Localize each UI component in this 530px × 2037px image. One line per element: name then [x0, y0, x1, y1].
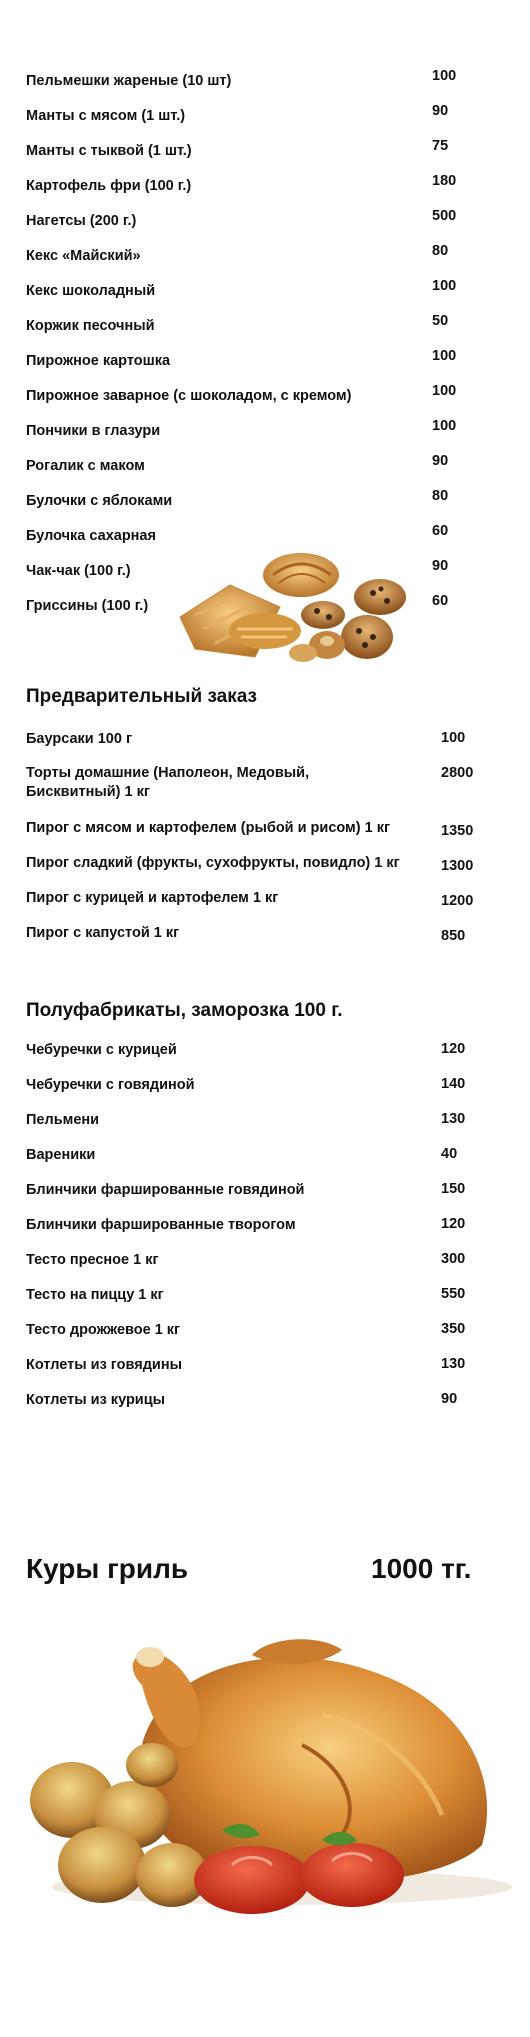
menu-item-price: 300 — [441, 1251, 466, 1267]
menu-item-price: 500 — [432, 208, 457, 224]
menu-item-price: 180 — [432, 173, 457, 189]
menu-item-price: 140 — [441, 1076, 466, 1092]
menu-item-name: Пирог с курицей и картофелем 1 кг — [26, 890, 279, 906]
menu-item-price: 50 — [432, 313, 449, 329]
menu-item-price: 90 — [432, 453, 449, 469]
menu-item-name: Тесто дрожжевое 1 кг — [26, 1322, 181, 1338]
menu-item-name: Блинчики фаршированные говядиной — [26, 1182, 305, 1198]
menu-item-name: Котлеты из курицы — [26, 1392, 166, 1408]
menu-item-name-line2: Бисквитный) 1 кг — [26, 784, 150, 800]
menu-item-name: Булочки с яблоками — [26, 493, 173, 509]
grilled-chicken-image — [22, 1625, 512, 1925]
menu-item-price: 1200 — [441, 893, 474, 909]
menu-item-price: 80 — [432, 243, 449, 259]
menu-item-price: 350 — [441, 1321, 466, 1337]
menu-item-price: 80 — [432, 488, 449, 504]
grill-price: 1000 тг. — [371, 1553, 472, 1584]
section-title: Полуфабрикаты, заморозка 100 г. — [26, 1000, 343, 1021]
menu-item-price: 100 — [432, 68, 457, 84]
menu-item-name: Пельмени — [26, 1112, 100, 1128]
menu-item-price: 100 — [432, 348, 457, 364]
grill-title: Куры гриль — [26, 1553, 189, 1584]
menu-item-price: 90 — [432, 103, 449, 119]
menu-item-name: Картофель фри (100 г.) — [26, 178, 192, 194]
menu-item-name: Пончики в глазури — [26, 423, 161, 439]
menu-item-name: Нагетсы (200 г.) — [26, 213, 137, 229]
menu-item-name: Булочка сахарная — [26, 528, 156, 544]
menu-item-name: Кекс «Майский» — [26, 248, 141, 264]
menu-item-price: 1300 — [441, 858, 474, 874]
menu-item-name: Манты с мясом (1 шт.) — [26, 108, 186, 124]
menu-item-price: 130 — [441, 1111, 466, 1127]
menu-item-price: 550 — [441, 1286, 466, 1302]
menu-item-price: 2800 — [441, 765, 474, 781]
menu-item-name: Тесто на пиццу 1 кг — [26, 1287, 164, 1303]
menu-item-name: Чебуречки с курицей — [26, 1042, 177, 1058]
menu-item-name: Пирожное заварное (с шоколадом, с кремом) — [26, 388, 352, 404]
menu-item-name: Пирог с капустой 1 кг — [26, 925, 180, 941]
menu-item-name: Манты с тыквой (1 шт.) — [26, 143, 192, 159]
menu-item-price: 100 — [441, 730, 466, 746]
menu-item-name: Пельмешки жареные (10 шт) — [26, 73, 232, 89]
menu-item-name: Рогалик с маком — [26, 458, 145, 474]
menu-item-price: 1350 — [441, 823, 474, 839]
menu-item-price: 90 — [441, 1391, 458, 1407]
menu-item-name: Пирожное картошка — [26, 353, 171, 369]
menu-item-price: 90 — [432, 558, 449, 574]
menu-item-name: Чак-чак (100 г.) — [26, 563, 131, 579]
menu-item-price: 120 — [441, 1041, 466, 1057]
menu-item-price: 100 — [432, 418, 457, 434]
menu-item-price: 130 — [441, 1356, 466, 1372]
menu-item-name: Тесто пресное 1 кг — [26, 1252, 159, 1268]
menu-item-name: Кекс шоколадный — [26, 283, 156, 299]
menu-item-name: Блинчики фаршированные творогом — [26, 1217, 296, 1233]
menu-item-name: Торты домашние (Наполеон, Медовый, — [26, 765, 310, 781]
menu-item-price: 60 — [432, 523, 449, 539]
menu-item-name: Вареники — [26, 1147, 96, 1163]
menu-item-name: Гриссины (100 г.) — [26, 598, 149, 614]
menu-item-price: 75 — [432, 138, 449, 154]
menu-item-price: 150 — [441, 1181, 466, 1197]
menu-item-name: Пирог с мясом и картофелем (рыбой и рисом) 1 кг — [26, 820, 391, 836]
menu-item-name: Баурсаки 100 г — [26, 731, 132, 747]
menu-item-name: Котлеты из говядины — [26, 1357, 182, 1373]
menu-item-price: 40 — [441, 1146, 458, 1162]
section-title: Предварительный заказ — [26, 686, 257, 707]
menu-item-price: 100 — [432, 278, 457, 294]
menu-item-price: 100 — [432, 383, 457, 399]
pastries-image — [175, 545, 415, 665]
menu-item-name: Пирог сладкий (фрукты, сухофрукты, повидло) 1 кг — [26, 855, 400, 871]
menu-item-name: Чебуречки с говядиной — [26, 1077, 195, 1093]
menu-item-price: 850 — [441, 928, 466, 944]
menu-item-price: 120 — [441, 1216, 466, 1232]
menu-item-price: 60 — [432, 593, 449, 609]
menu-item-name: Коржик песочный — [26, 318, 155, 334]
